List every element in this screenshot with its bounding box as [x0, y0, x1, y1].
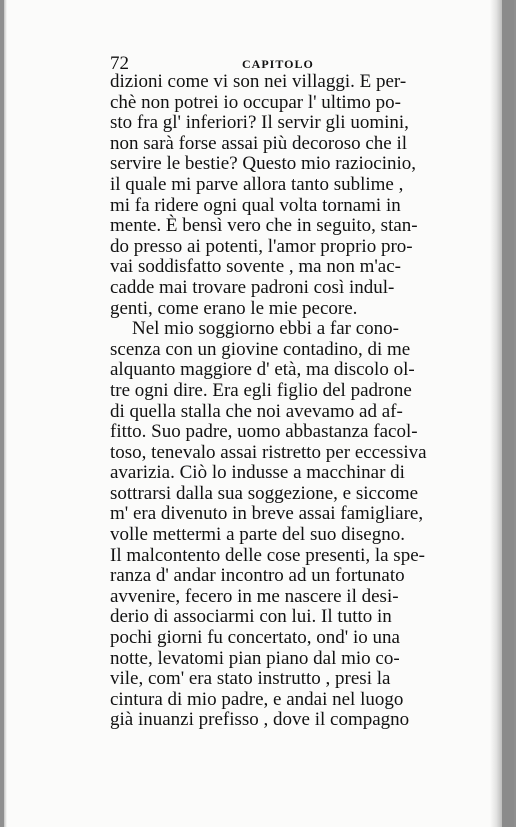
- text-line: Il malcontento delle cose presenti, la spe-: [110, 544, 425, 566]
- running-head: CAPITOLO: [242, 57, 314, 71]
- text-line: avvenire, fecero in me nascere il desi-: [110, 585, 399, 607]
- text-line: pochi giorni fu concertato, ond' io una: [110, 627, 400, 649]
- page-edge-shadow: [4, 0, 7, 827]
- text-line: sottrarsi dalla sua soggezione, e siccome: [110, 482, 419, 504]
- text-line: volle mettermi a parte del suo disegno.: [110, 524, 405, 546]
- text-line: toso, tenevalo assai ristretto per eccessiva: [110, 441, 427, 463]
- book-page: [4, 0, 502, 827]
- text-line: genti, come erano le mie pecore.: [110, 297, 358, 319]
- text-line: mi fa ridere ogni qual volta tornami in: [110, 194, 401, 216]
- paragraph-start-line: Nel mio soggiorno ebbi a far cono-: [132, 318, 399, 340]
- text-line: non sarà forse assai più decoroso che il: [110, 132, 408, 154]
- text-line: scenza con un giovine contadino, di me: [110, 338, 411, 360]
- text-line: notte, levatomi pian piano dal mio co-: [110, 647, 400, 669]
- text-line: alquanto maggiore d' età, ma discolo ol-: [110, 359, 415, 381]
- text-line: fitto. Suo padre, uomo abbastanza facol-: [110, 421, 418, 443]
- text-line: vai soddisfatto sovente , ma non m'ac-: [110, 256, 401, 278]
- body-text: [110, 72, 448, 731]
- text-line: dizioni come vi son nei villaggi. E per-: [110, 71, 407, 92]
- text-line: avarizia. Ciò lo indusse a macchinar di: [110, 462, 405, 484]
- text-line: ranza d' andar incontro ad un fortunato: [110, 565, 405, 587]
- text-line: servire le bestie? Questo mio raziocinio,: [110, 153, 417, 175]
- text-line: di quella stalla che noi avevamo ad af-: [110, 400, 403, 422]
- text-line: mente. È bensì vero che in seguito, stan-: [110, 215, 418, 237]
- text-line: cadde mai trovare padroni così indul-: [110, 276, 395, 298]
- text-line: cintura di mio padre, e andai nel luogo: [110, 688, 404, 710]
- page-number: 72: [110, 53, 129, 74]
- text-line: tre ogni dire. Era egli figlio del padrone: [110, 379, 412, 401]
- text-line: vile, com' era stato instrutto , presi la: [110, 668, 391, 690]
- text-line: do presso ai potenti, l'amor proprio pro-: [110, 235, 413, 257]
- page-gutter-shadow: [490, 0, 502, 827]
- text-line: derio di associarmi con lui. Il tutto in: [110, 606, 392, 628]
- text-line: il quale mi parve allora tanto sublime ,: [110, 173, 404, 195]
- scan-background-edge: [502, 0, 514, 827]
- text-line: già inuanzi prefisso , dove il compagno: [110, 709, 410, 731]
- text-line: sto fra gl' inferiori? Il servir gli uomini,: [110, 112, 409, 134]
- text-line: m' era divenuto in breve assai famigliare,: [110, 503, 424, 525]
- text-line: chè non potrei io occupar l' ultimo po-: [110, 91, 401, 113]
